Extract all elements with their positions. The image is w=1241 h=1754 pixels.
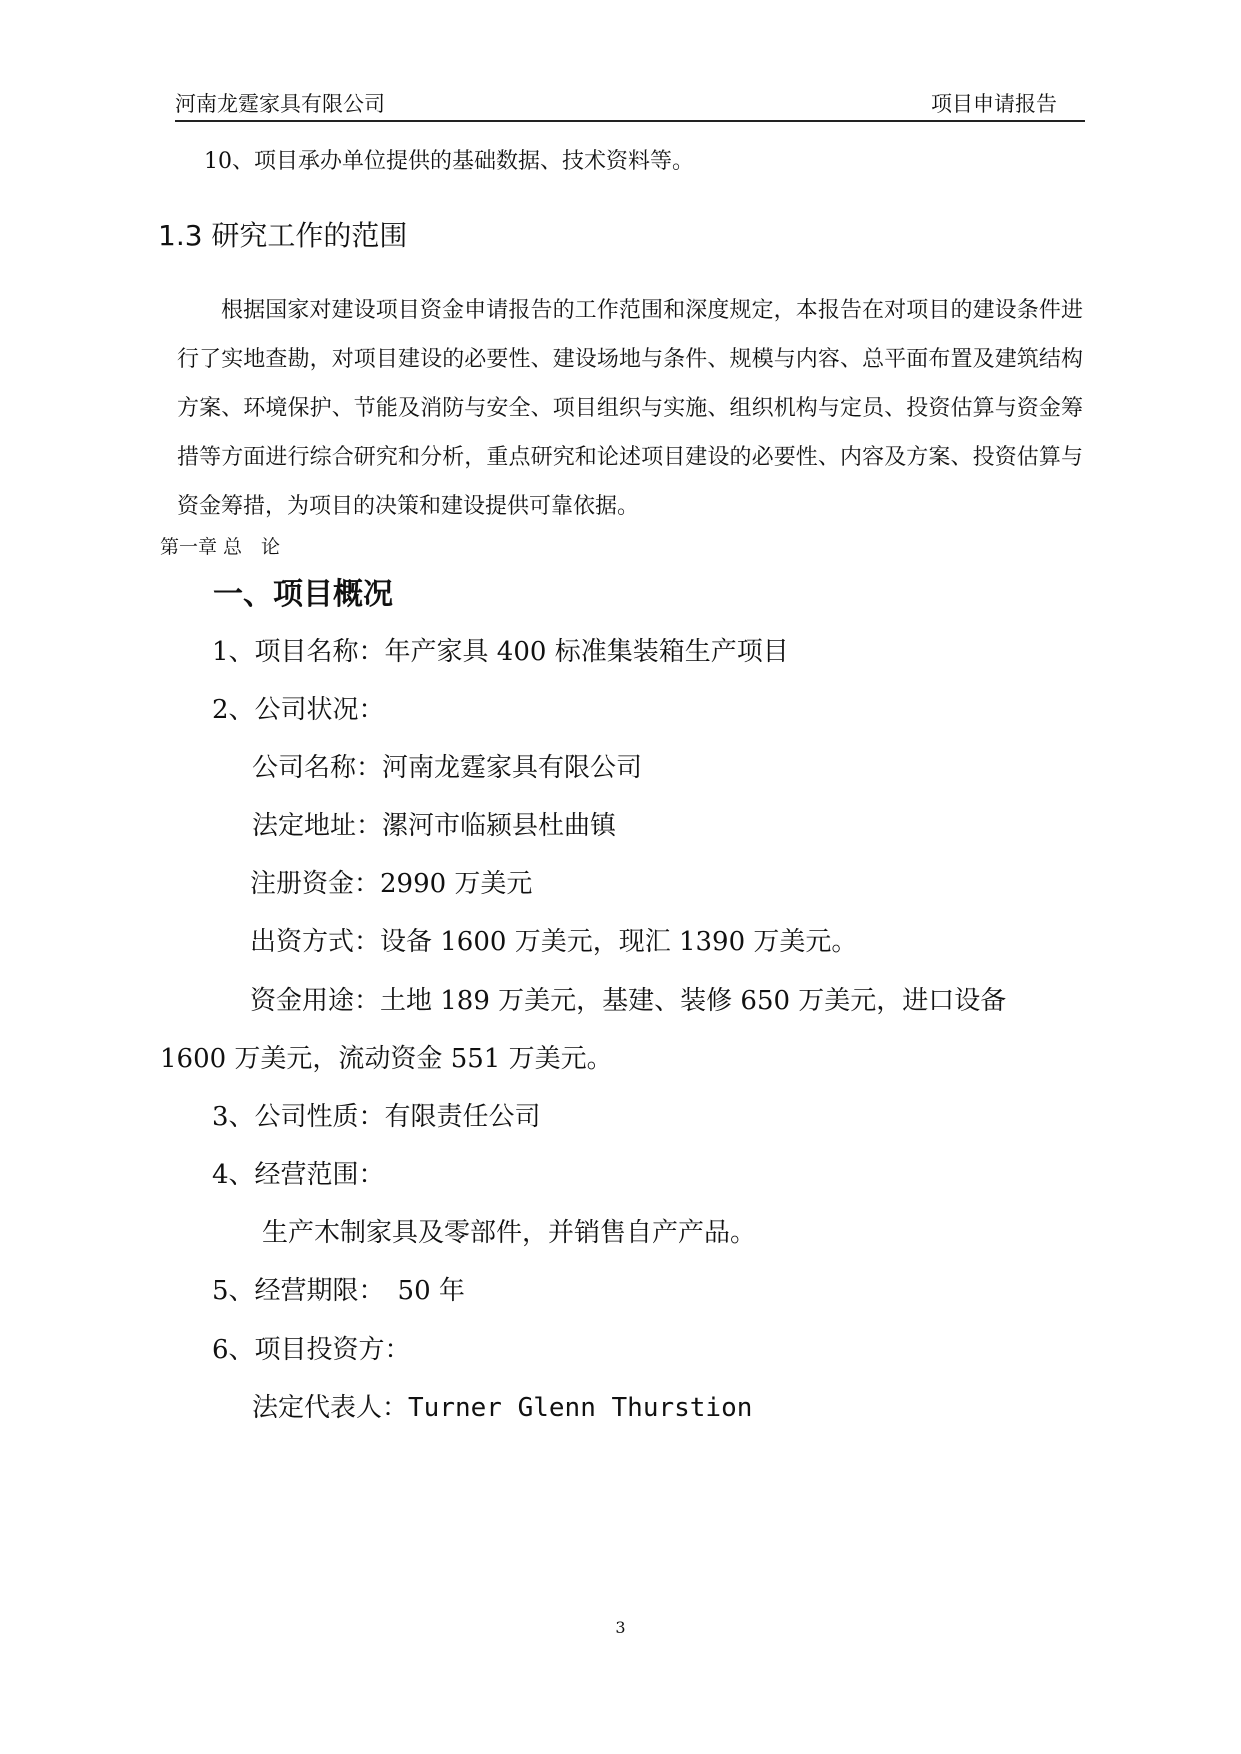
investment-method: 出资方式：设备 1600 万美元，现汇 1390 万美元。 <box>250 927 858 957</box>
legal-rep-name: Turner Glenn Thurstion <box>408 1393 753 1423</box>
project-investor: 6、项目投资方： <box>212 1335 411 1365</box>
operating-period: 5、经营期限： 50 年 <box>212 1276 465 1306</box>
section-heading-1-3: 1.3 研究工作的范围 <box>158 219 408 252</box>
business-scope: 4、经营范围： <box>212 1160 385 1190</box>
overview-heading: 一、项目概况 <box>213 577 393 612</box>
company-name: 公司名称：河南龙霆家具有限公司 <box>252 753 643 783</box>
project-name: 1、项目名称：年产家具 400 标准集装箱生产项目 <box>212 637 789 667</box>
page-number: 3 <box>615 1618 626 1637</box>
section-1-3-body: 根据国家对建设项目资金申请报告的工作范围和深度规定，本报告在对项目的建设条件进行了实地查勘，对项目建设的必要性、建设场地与条件、规模与内容、总平面布置及建筑结构方案、环境保护、节能及消防与安全、项目组织与实施、组织机构与定员、投资估算与资金筹措等方面进行综合研究和分析，重点研究和论述项目建设的必要性、内容及方案、投资估算与资金筹措，为项目的决策和建设提供可靠依据。 <box>177 298 1083 519</box>
company-nature: 3、公司性质：有限责任公司 <box>212 1102 541 1132</box>
chapter-label: 第一章 总 论 <box>160 536 281 558</box>
business-scope-detail: 生产木制家具及零部件，并销售自产产品。 <box>262 1218 757 1248</box>
legal-address: 法定地址：漯河市临颍县杜曲镇 <box>252 811 617 841</box>
fund-use-line2: 1600 万美元，流动资金 551 万美元。 <box>160 1044 613 1074</box>
legal-rep-label: 法定代表人： <box>252 1393 409 1423</box>
company-status: 2、公司状况： <box>212 695 385 725</box>
legal-representative <box>252 1387 752 1424</box>
page-header <box>175 86 1085 122</box>
fund-use-line1: 资金用途：土地 189 万美元，基建、装修 650 万美元，进口设备 <box>250 986 1007 1016</box>
header-company: 河南龙霆家具有限公司 <box>175 92 385 116</box>
header-doc-type: 项目申请报告 <box>931 92 1057 116</box>
reference-item-10: 10、项目承办单位提供的基础数据、技术资料等。 <box>204 149 694 174</box>
registered-capital: 注册资金：2990 万美元 <box>250 869 533 899</box>
